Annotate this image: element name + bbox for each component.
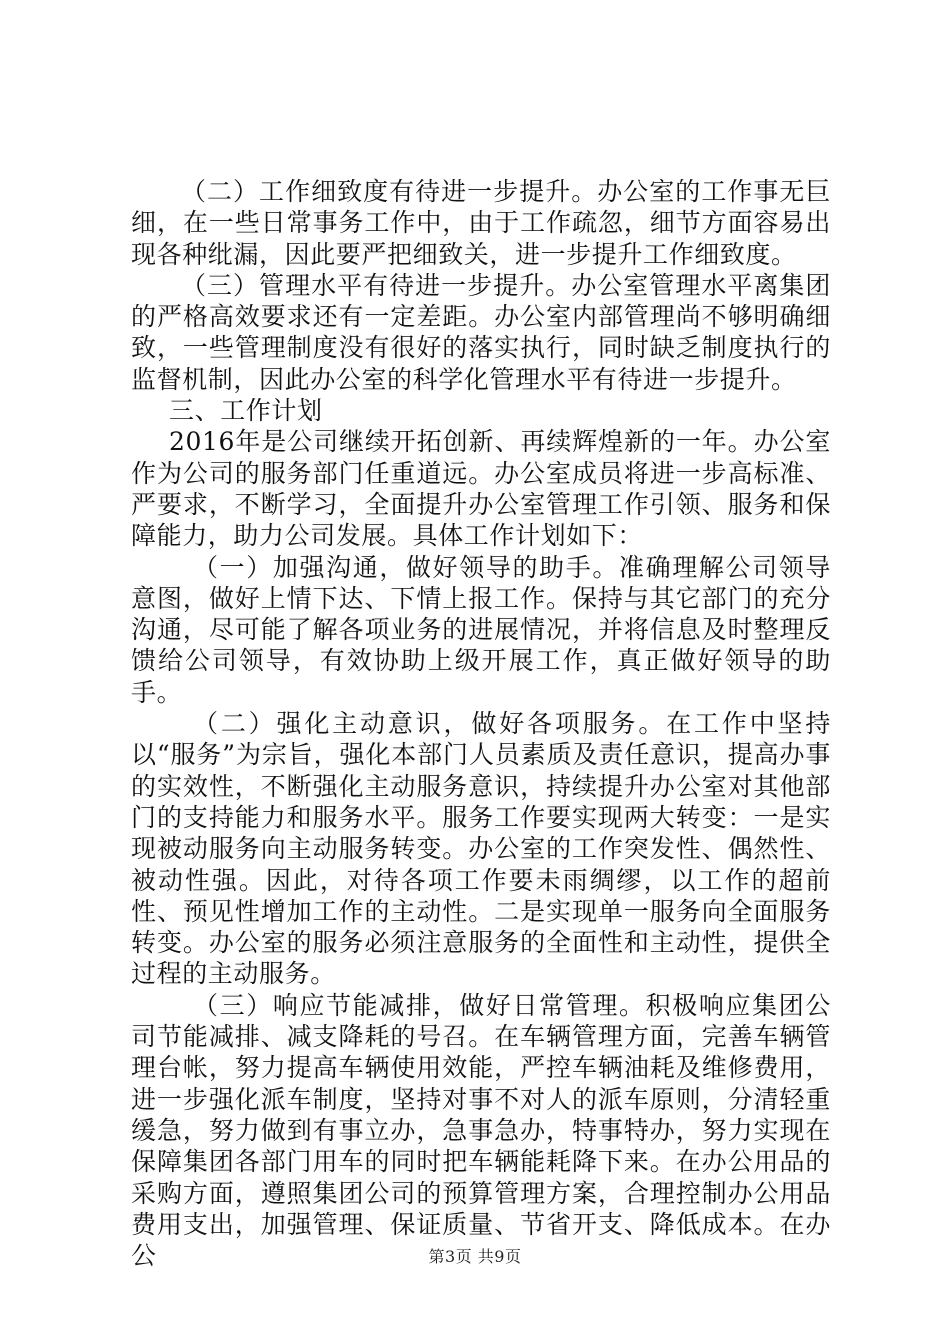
section-heading-work-plan: 三、工作计划 xyxy=(169,396,323,426)
paragraph-plan-intro: 2016年是公司继续开拓创新、再续辉煌新的一年。办公室作为公司的服务部门任重道远。办公室成员将进一步高标准、严要求，不断学习，全面提升办公室管理工作引领、服务和保障能力，助力公司发展。具体工作计划如下： xyxy=(131,427,831,551)
page-number-label: 第3页 共9页 xyxy=(428,1247,522,1266)
paragraph-plan-energy-saving: （三）响应节能减排，做好日常管理。积极响应集团公司节能减排、减支降耗的号召。在车辆管理方面，完善车辆管理台帐，努力提高车辆使用效能，严控车辆油耗及维修费用，进一步强化派车制度，坚持对事不对人的派车原则，分清轻重缓急，努力做到有事立办，急事急办，特事特办，努力实现在保障集团各部门用车的同时把车辆能耗降下来。在办公用品的采购方面，遵照集团公司的预算管理方案，合理控制办公用品费用支出，加强管理、保证质量、节省开支、降低成本。在办公 xyxy=(131,990,831,1271)
paragraph-management-level: （三）管理水平有待进一步提升。办公室管理水平离集团的严格高效要求还有一定差距。办公室内部管理尚不够明确细致，一些管理制度没有很好的落实执行，同时缺乏制度执行的监督机制，因此办公室的科学化管理水平有待进一步提升。 xyxy=(131,270,831,394)
paragraph-detail-improvement: （二）工作细致度有待进一步提升。办公室的工作事无巨细，在一些日常事务工作中，由于工作疏忽，细节方面容易出现各种纰漏，因此要严把细致关，进一步提升工作细致度。 xyxy=(131,177,831,269)
page-footer xyxy=(0,1244,950,1267)
paragraph-plan-service: （二）强化主动意识，做好各项服务。在工作中坚持以“服务”为宗旨，强化本部门人员素质及责任意识，提高办事的实效性，不断强化主动服务意识，持续提升办公室对其他部门的支持能力和服务水平。服务工作要实现两大转变：一是实现被动服务向主动服务转变。办公室的工作突发性、偶然性、被动性强。因此，对待各项工作要未雨绸缪，以工作的超前性、预见性增加工作的主动性。二是实现单一服务向全面服务转变。办公室的服务必须注意服务的全面性和主动性，提供全过程的主动服务。 xyxy=(131,709,831,989)
paragraph-plan-communication: （一）加强沟通，做好领导的助手。准确理解公司领导意图，做好上情下达、下情上报工作。保持与其它部门的充分沟通，尽可能了解各项业务的进展情况，并将信息及时整理反馈给公司领导，有效协助上级开展工作，真正做好领导的助手。 xyxy=(131,552,831,707)
document-body xyxy=(131,176,831,1271)
